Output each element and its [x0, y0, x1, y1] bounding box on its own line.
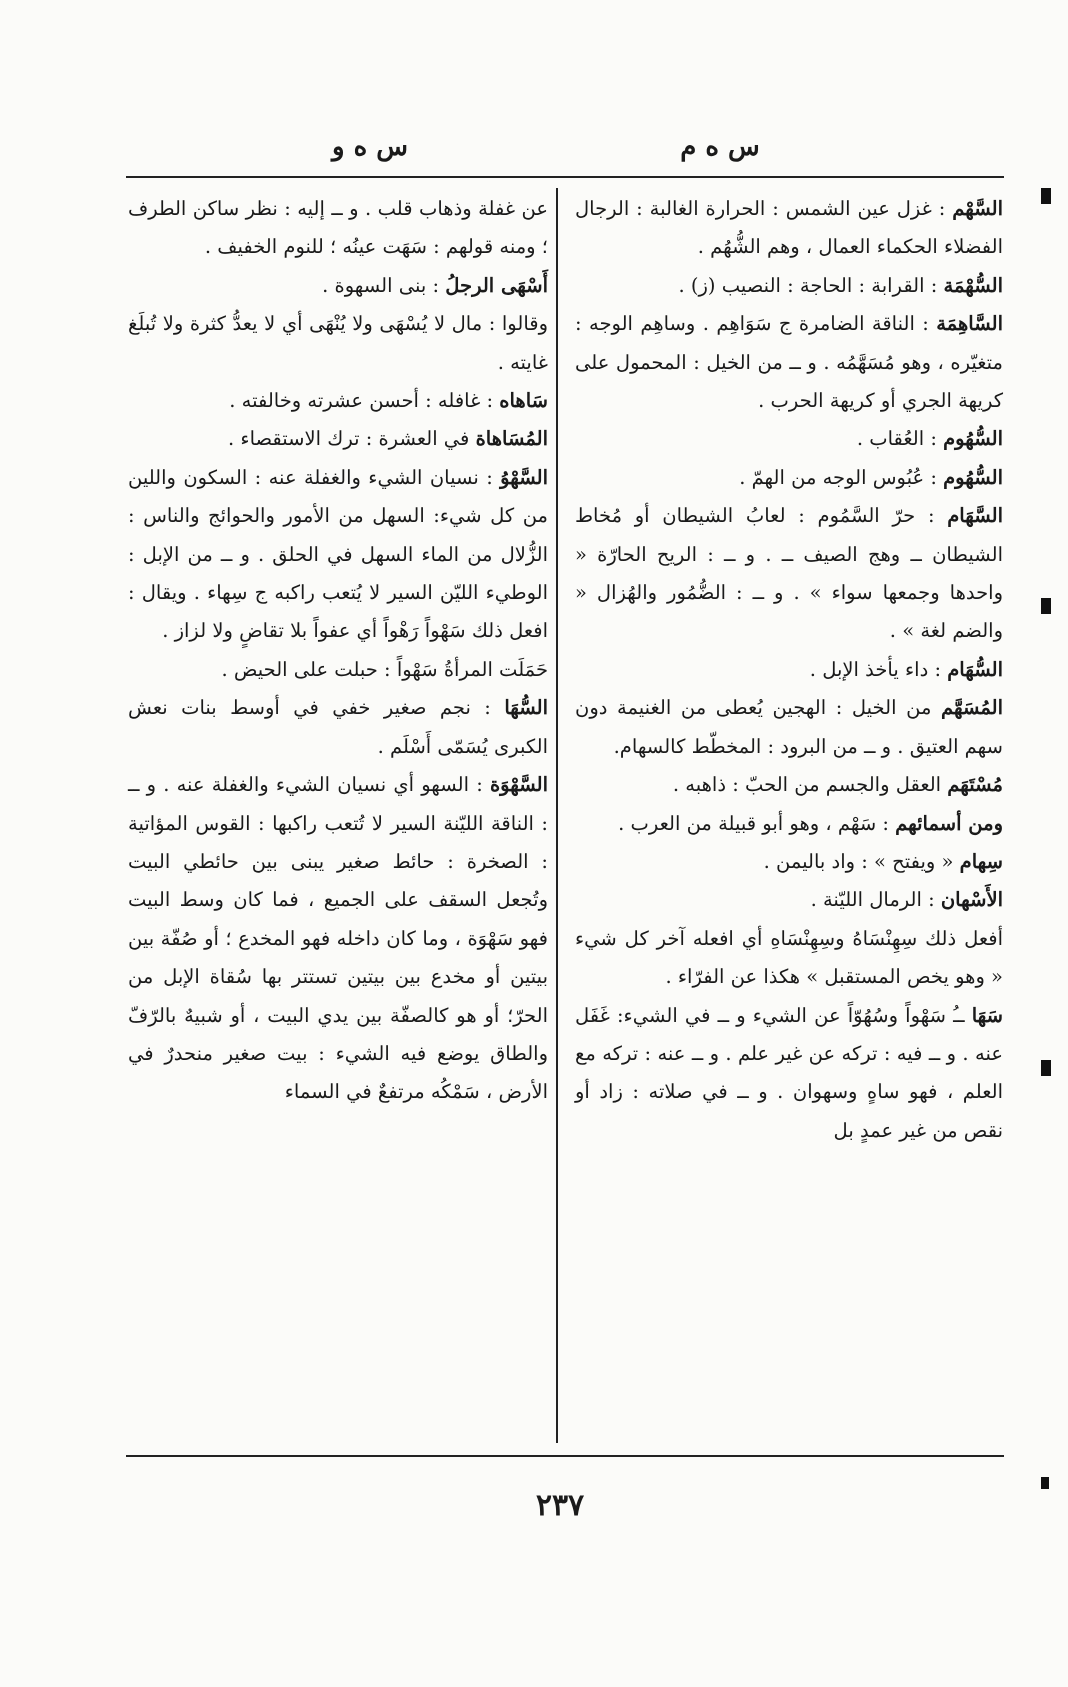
entry — [575, 190, 1003, 267]
entry — [575, 881, 1003, 919]
headword: السُّهَا — [504, 696, 548, 720]
headword: المُسَهَّم — [941, 696, 1003, 720]
running-header-right: س ه م — [680, 132, 760, 162]
entry — [128, 267, 548, 305]
definition: : نجم صغير خفي في أوسط بنات نعش الكبرى يُسَمّى أَسْلَم . — [128, 696, 548, 758]
definition: عن غفلة وذهاب قلب . و ــ إليه : نظر ساكن الطرف ؛ ومنه قولهم : سَهَت عينُه ؛ للنوم الخفيف . — [128, 197, 548, 259]
entry — [575, 843, 1003, 881]
margin-mark-icon — [1041, 598, 1051, 614]
definition: ــُ سَهْواً وسُهُوّاً عن الشيء و ــ في الشيء: غَفَل عنه . و ــ فيه : تركه عن غير علم . و ــ عنه : تركه مع العلم ، فهو ساهٍ وسهوان . و ــ في صلاته : زاد أو نقص من غير عمدٍ بل — [575, 1003, 1003, 1142]
entry — [575, 267, 1003, 305]
entry — [575, 766, 1003, 804]
entry — [575, 305, 1003, 420]
headword: سَهَا — [971, 1003, 1003, 1027]
definition: : عُبُوس الوجه من الهمّ . — [739, 465, 944, 489]
entry — [128, 689, 548, 766]
headword: ومن أسمائهم — [895, 811, 1003, 835]
entry — [575, 459, 1003, 497]
headword: السَّهْوُ — [500, 465, 548, 489]
definition: حَمَلَت المرأةُ سَهْواً : حبلت على الحيض . — [221, 657, 548, 681]
headword: السَّهَام — [947, 504, 1003, 528]
column-divider — [556, 188, 558, 1443]
margin-mark-icon — [1041, 1477, 1049, 1489]
definition: : داء يأخذ الإبل . — [809, 657, 948, 681]
entry — [128, 382, 548, 420]
definition: : الرمال الليّنة . — [810, 888, 941, 912]
definition: : القرابة : الحاجة : النصيب (ز) . — [678, 273, 944, 297]
definition: : نسيان الشيء والغفلة عنه : السكون واللين من كل شيء: السهل من الأمور والحوائج والناس : الزُّلال من الماء السهل في الحلق . و ــ من الإبل : الوطيء الليّن السير لا يُتعب راكبه ج سِهاء . ويقال : افعل ذلك سَهْواً رَهْواً أي عفواً بلا تقاضٍ ولا لزاز . — [128, 465, 548, 643]
definition: أفعل ذلك سِهِنْسَاهُ وسِهِنْسَاهِ أي افعله آخر كل شيء « وهو يخص المستقبل » هكذا عن الفرّاء . — [575, 926, 1003, 989]
headword: السَّهْم — [952, 197, 1003, 220]
left-column — [128, 190, 548, 1112]
definition: : السهو أي نسيان الشيء والغفلة عنه . و ــ : الناقة الليّنة السير لا تُتعب راكبها : القوس المؤاتية : الصخرة : حائط صغير يبنى بين حائطي البيت وتُجعل السقف على الجميع ، فما كان وسط البيت فهو سَهْوَة ، وما كان داخله فهو المخدع ؛ أو صُفّة بين بيتين أو مخدع بين بيتين تستتر بها سُقاة الإبل من الحرّ؛ أو هو كالصفّة بين يدي البيت ، أو شبيهٌ بالرّفّ والطاق يوضع فيه الشيء : بيت صغير منحدرٌ في الأرض ، سَمْكُه مرتفعٌ في السماء — [128, 773, 548, 1104]
entry — [575, 420, 1003, 458]
headword: سِهام — [959, 849, 1003, 873]
margin-mark-icon — [1041, 1060, 1051, 1076]
page-number: ٢٣٧ — [535, 1488, 585, 1523]
entry — [575, 689, 1003, 766]
headword: الأَسْهان — [940, 888, 1003, 912]
entry — [128, 190, 548, 267]
entry — [128, 305, 548, 382]
entry — [128, 766, 548, 1112]
entry — [575, 920, 1003, 997]
headword: السَّهْوَة — [489, 773, 548, 797]
definition: : الناقة الضامرة ج سَوَاهِم . وساهِم الوجه : متغيّره ، وهو مُسَهَّمُه . و ــ من الخيل : المحمول على كريهة الجري أو كريهة الحرب . — [575, 312, 1003, 413]
definition: في العشرة : ترك الاستقصاء . — [228, 427, 476, 451]
definition: « ويفتح » : واد باليمن . — [763, 849, 960, 873]
entry — [128, 459, 548, 651]
definition: من الخيل : الهجين يُعطى من الغنيمة دون سهم العتيق . و ــ من البرود : المخطّط كالسهام. — [575, 696, 1003, 758]
headword: السَّاهِمَة — [936, 312, 1003, 336]
headword: السُّهْمَة — [943, 273, 1003, 297]
entry — [575, 805, 1003, 843]
right-column — [575, 190, 1003, 1150]
definition: العقل والجسم من الحبّ : ذاهبه . — [672, 773, 948, 797]
headword: سَاهاه — [499, 389, 548, 413]
headword: المُسَاهاة — [475, 427, 548, 451]
headword: السُّهَام — [947, 657, 1003, 681]
definition: : العُقاب . — [856, 427, 944, 451]
entry — [575, 497, 1003, 651]
definition: : سَهْم ، وهو أبو قبيلة من العرب . — [618, 811, 896, 835]
entry — [575, 997, 1003, 1151]
definition: : غزل عين الشمس : الحرارة الغالبة : الرجال الفضلاء الحكماء العمال ، وهم الشُّهُم . — [575, 197, 1003, 259]
definition: : حرّ السَّمُوم : لعابُ الشيطان أو مُخاط الشيطان ــ وهج الصيف ــ . و ــ : الريح الحارّة « واحدها وجمعها سواء » . و ــ : الضُّمُور والهُزال « والضم لغة » . — [575, 504, 1003, 643]
bottom-rule — [126, 1455, 1004, 1457]
headword: أَسْهَى الرجلُ — [445, 273, 548, 297]
running-header-left: س ه و — [331, 132, 409, 162]
definition: : بنى السهوة . — [322, 273, 446, 297]
entry — [128, 420, 548, 458]
headword: السُّهُوم — [943, 427, 1003, 451]
headword: السُّهُوم — [943, 465, 1003, 489]
entry — [575, 651, 1003, 689]
margin-mark-icon — [1041, 188, 1051, 204]
definition: وقالوا : مال لا يُسْهَى ولا يُنْهَى أي لا يعدُّ كثرة ولا تُبلَغ غايته . — [128, 312, 548, 374]
headword: مُسْتَهَم — [947, 773, 1003, 797]
top-rule — [126, 176, 1004, 178]
definition: : غافله : أحسن عشرته وخالفته . — [229, 389, 500, 413]
entry — [128, 651, 548, 689]
